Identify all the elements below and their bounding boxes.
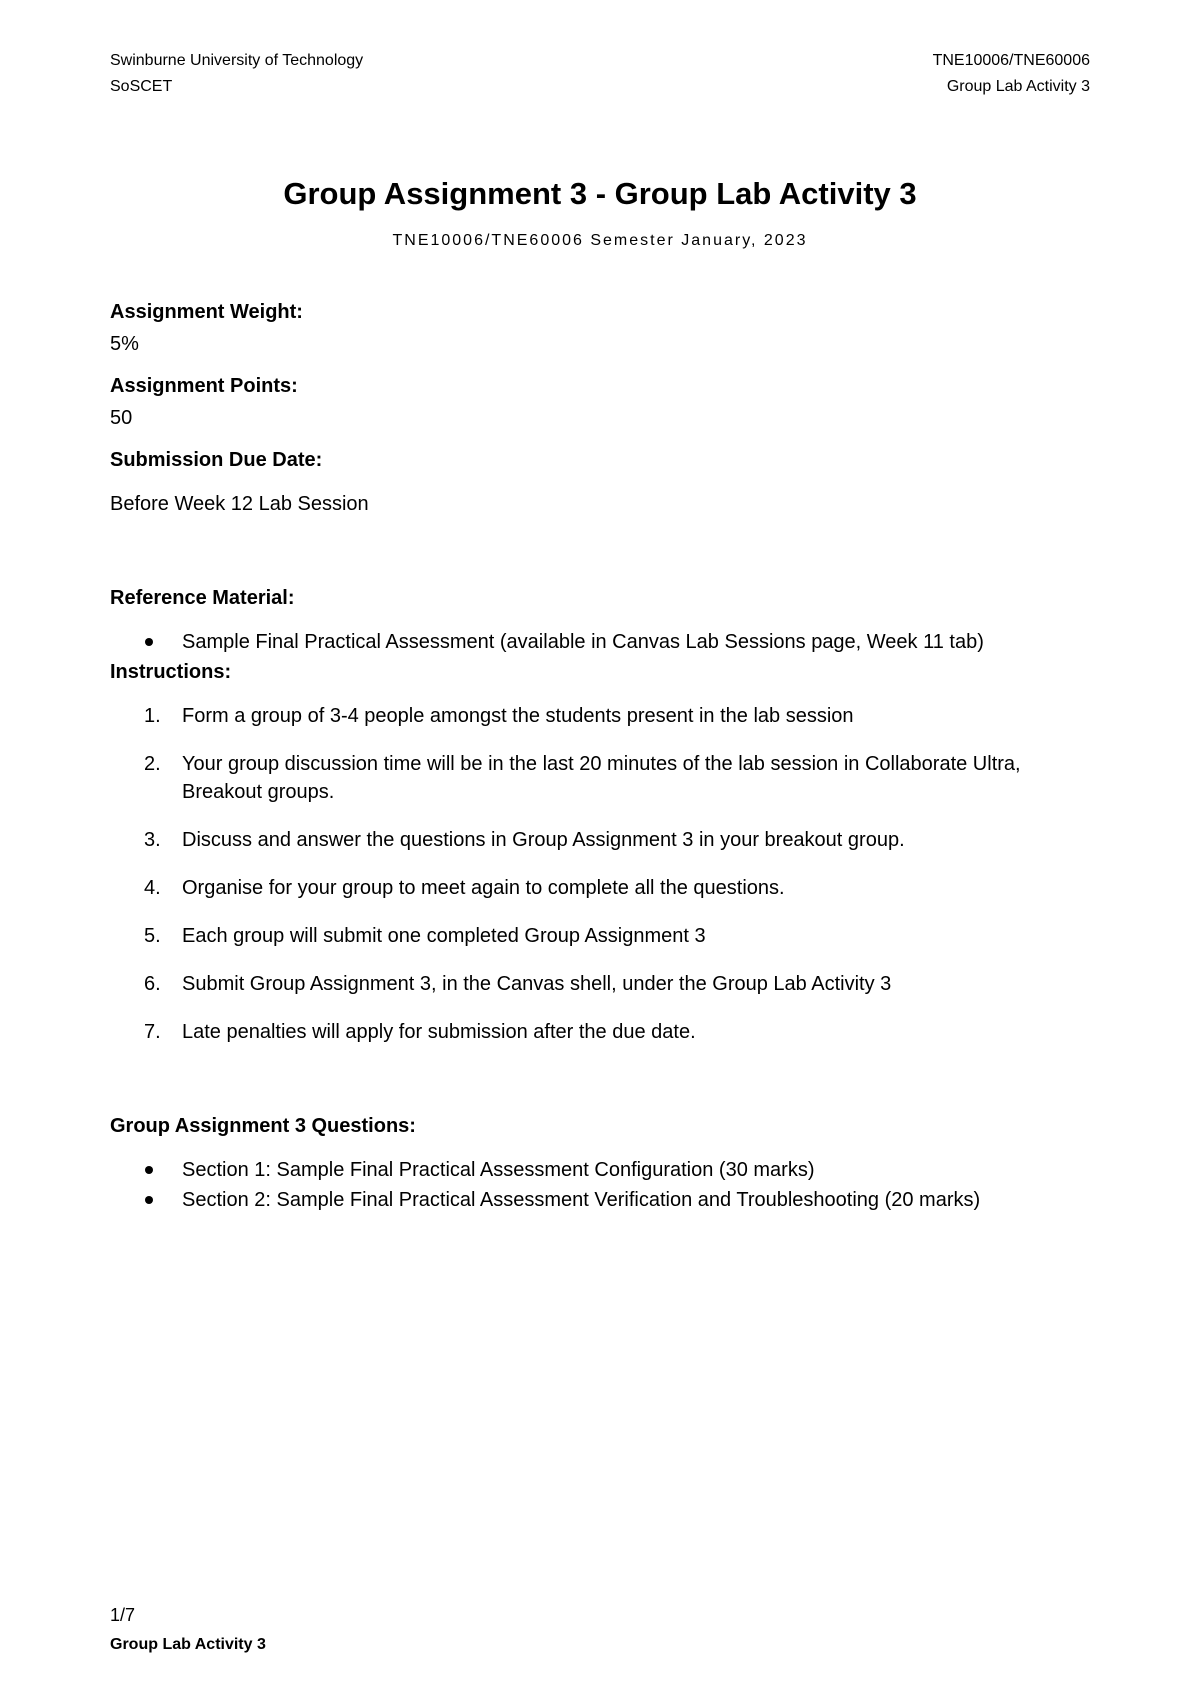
header-left: [110, 48, 363, 100]
reference-list: [110, 628, 1090, 656]
unit-code: TNE10006/TNE60006: [932, 52, 1090, 69]
list-item: [110, 1186, 1090, 1214]
question-item-text: Section 1: Sample Final Practical Assessment Configuration (30 marks): [182, 1159, 815, 1181]
footer-title: Group Lab Activity 3: [110, 1636, 266, 1653]
item-text: Each group will submit one completed Group Assignment 3: [182, 925, 706, 947]
list-item: [110, 702, 1090, 730]
header-right: [933, 48, 1090, 100]
item-text: Submit Group Assignment 3, in the Canvas shell, under the Group Lab Activity 3: [182, 973, 892, 995]
list-item: [110, 826, 1090, 854]
questions-label: Group Assignment 3 Questions:: [110, 1115, 416, 1137]
reference-item-text: Sample Final Practical Assessment (available in Canvas Lab Sessions page, Week 11 tab): [182, 631, 984, 653]
item-number: 5.: [144, 925, 161, 947]
question-item-text: Section 2: Sample Final Practical Assessment Verification and Troubleshooting (20 marks): [182, 1189, 981, 1211]
list-item: [110, 922, 1090, 950]
item-number: 1.: [144, 705, 161, 727]
item-number: 4.: [144, 877, 161, 899]
list-item: [110, 970, 1090, 998]
list-item: [110, 874, 1090, 902]
item-text: Organise for your group to meet again to complete all the questions.: [182, 877, 785, 899]
list-item: [110, 628, 1090, 656]
activity-name: Group Lab Activity 3: [946, 78, 1090, 95]
instructions-label: Instructions:: [110, 661, 232, 683]
instructions-list: [110, 702, 1090, 1046]
school-name: SoSCET: [110, 78, 173, 95]
page-number: 1/7: [110, 1605, 136, 1625]
due-date-label: Submission Due Date:: [110, 449, 323, 471]
reference-label: Reference Material:: [110, 587, 295, 609]
item-text: Your group discussion time will be in the last 20 minutes of the lab session in Collaborate Ultra, Breakout groups.: [182, 753, 1021, 803]
item-text: Late penalties will apply for submission after the due date.: [182, 1021, 696, 1043]
bullet-icon: [145, 1196, 153, 1204]
document-body: [110, 298, 1090, 1216]
item-text: Form a group of 3-4 people amongst the students present in the lab session: [182, 705, 854, 727]
bullet-icon: [145, 1166, 153, 1174]
points-value: 50: [110, 407, 133, 429]
item-number: 7.: [144, 1021, 161, 1043]
list-item: [110, 750, 1090, 806]
points-label: Assignment Points:: [110, 375, 298, 397]
document-subtitle: TNE10006/TNE60006 Semester January, 2023: [392, 232, 808, 249]
item-text: Discuss and answer the questions in Group Assignment 3 in your breakout group.: [182, 829, 905, 851]
list-item: [110, 1018, 1090, 1046]
university-name: Swinburne University of Technology: [110, 52, 364, 69]
due-date-value: Before Week 12 Lab Session: [110, 493, 369, 515]
weight-value: 5%: [110, 333, 139, 355]
bullet-icon: [145, 638, 153, 646]
item-number: 6.: [144, 973, 161, 995]
questions-list: [110, 1156, 1090, 1214]
page-footer: [110, 1600, 266, 1660]
item-number: 2.: [144, 753, 161, 775]
weight-label: Assignment Weight:: [110, 301, 303, 323]
document-title: Group Assignment 3 - Group Lab Activity 3: [283, 176, 917, 211]
list-item: [110, 1156, 1090, 1184]
item-number: 3.: [144, 829, 161, 851]
